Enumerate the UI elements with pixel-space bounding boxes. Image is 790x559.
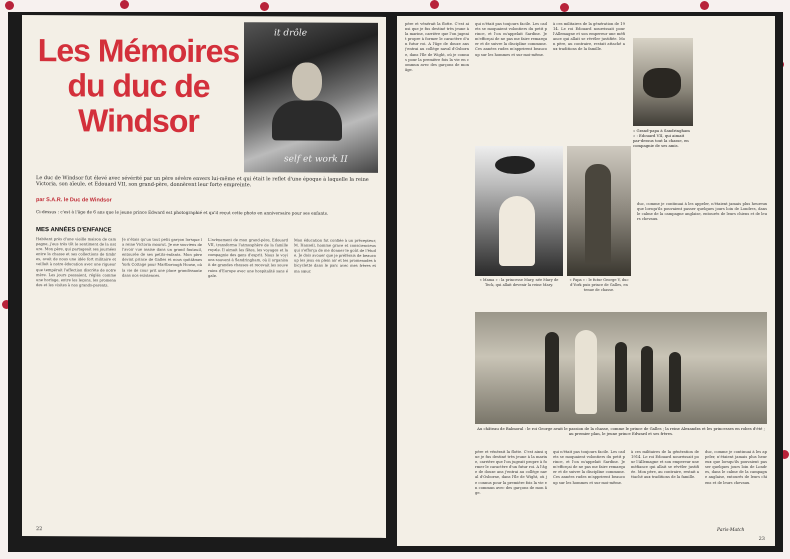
photo-note: Ci-dessus : c'est à l'âge de 6 ans que le jeune prince Edward est photographié et qu'il reçut cette photo en anniversaire pour ses enfants. — [36, 209, 329, 216]
photo-handwriting-top: it drôle — [274, 28, 308, 39]
right-bottom-col-a: père et vénérait la flotte. C'est ainsi que je fus destiné très jeune à la marine, carrière que l'on jugeait propre à former le caractère d'un futur roi. A l'âge de douze ans j'entrai au collège naval d'Osborne, dans l'île de Wight, où je connus pour la première fois la vie en commun avec des garçons de mon âge. — [475, 450, 547, 495]
photo-handwriting-bottom: self et work II — [284, 154, 348, 165]
publication-mark: Paris-Match — [717, 528, 745, 533]
left-column-1: Habitant près d'une vieille maison de campagne, j'eus très tôt le sentiment de la nature. Mon père, qui partageait ses journées entre la chasse et ses collections de timbres, avait de nous une idée fort militaire et veillait à notre éducation avec une rigueur que tempérait l'affection discrète de notre mère. Les jours passaient, réglés comme une horloge, entre les leçons, les promenades et les visites à nos grands-parents. — [36, 237, 116, 288]
balmoral-group-photo — [475, 312, 767, 424]
magazine-spread — [8, 12, 783, 552]
right-column-1: père et vénérait la flotte. C'est ainsi que je fus destiné très jeune à la marine, carrière que l'on jugeait propre à former le caractère d'un futur roi. A l'âge de douze ans j'entrai au collège naval d'Osborne, dans l'île de Wight, où je connus pour la première fois la vie en commun avec des garçons de mon âge. — [405, 22, 469, 72]
mama-photo — [475, 146, 563, 276]
grandpa-sandringham-photo — [633, 38, 693, 126]
boy-suit — [272, 100, 342, 140]
byline: par S.A.R. le Duc de Windsor — [36, 197, 112, 204]
left-column-4: Mon éducation fut confiée à un précepteur, M. Hansell, homme grave et consciencieux qui s'efforça de me donner le goût de l'étude. Je dois avouer que je préférais de beaucoup les jeux en plein air et les promenades à bicyclette dans le parc avec mes frères et ma sœur. — [294, 238, 376, 274]
left-page-number: 22 — [36, 526, 43, 533]
boy-portrait-photo — [244, 22, 378, 173]
right-page — [397, 16, 775, 546]
balmoral-caption: Au château de Balmoral : le roi George avait le passion de la chasse, comme le prince de Galles ; la reine Alexandra et les princesses en robes d'été ; au premier plan, le jeune prince Edward et ses frères. — [477, 426, 765, 436]
right-bottom-col-b: qui n'était pas toujours facile. Les cadets se moquaient volontiers du petit prince, et l'on m'appelait Sardine. Je m'efforçai de ne pas me faire remarquer et de suivre la discipline commune. Ces années rudes m'apprirent beaucoup sur les hommes et sur moi-même. — [553, 450, 625, 485]
figure-4 — [641, 346, 653, 412]
figure-2 — [575, 330, 597, 414]
right-bottom-col-c: à ces militaires de la génération de 1914. Le roi Edouard nourrissait pour l'Allemagne et son empereur une méfiance qui allait se révéler justifiée. Mon père, au contraire, restait attaché aux traditions de la famille. — [631, 450, 699, 480]
mama-dress — [499, 196, 535, 266]
boy-face — [292, 62, 322, 100]
article-title: Les Mémoires du duc de Windsor — [37, 32, 240, 139]
mama-caption: « Mama » : la princesse Mary, née Mary de Teck, qui allait devenir la reine Mary. — [479, 278, 559, 287]
intro-paragraph: Le duc de Windsor fut élevé avec sévérité par un père sévère envers lui-même et qui était le reflet d'une époque à laquelle la reine Victoria, son aïeule, et Edouard VII, son grand-père, donnèrent leur forte empreinte. — [36, 175, 369, 189]
left-page — [22, 15, 386, 538]
papa-photo — [567, 146, 631, 276]
mama-hat — [495, 156, 535, 174]
papa-figure — [585, 164, 611, 264]
right-column-3: à ces militaires de la génération de 1914. Le roi Edouard nourrissait pour l'Allemagne et son empereur une méfiance qui allait se révéler justifiée. Mon père, au contraire, restait attaché aux traditions de la famille. — [553, 22, 625, 52]
figure-1 — [545, 332, 559, 412]
section-heading: MES ANNÉES D'ENFANCE — [36, 227, 112, 234]
right-page-number: 23 — [758, 536, 765, 542]
left-column-2: Je n'étais qu'un tout petit garçon lorsque la reine Victoria mourut. Je me souviens de l'avoir vue assise dans un grand fauteuil, entourée de ses petits-enfants. Mon père devint prince de Galles et nous quittâmes York Cottage pour Marlborough House, où la vie de cour prit une place grandissante dans nos existences. — [122, 237, 202, 278]
figure-5 — [669, 352, 681, 412]
grandpa-caption: « Grand-papa à Sandringham » : Edouard VII, qui aimait par-dessus tout la chasse, en compagnie de ses amis. — [633, 128, 690, 148]
right-bottom-col-d: duc, comme je continuai à les appeler, n'étaient jamais plus heureux que lorsqu'ils pouvaient passer quelques jours loin de Londres, dans le calme de la campagne anglaise, entourés de leurs chiens et de leurs chevaux. — [705, 450, 767, 485]
right-column-2: qui n'était pas toujours facile. Les cadets se moquaient volontiers du petit prince, et l'on m'appelait Sardine. Je m'efforçai de ne pas me faire remarquer et de suivre la discipline commune. Ces années rudes m'apprirent beaucoup sur les hommes et sur moi-même. — [475, 22, 547, 57]
horse-figure — [643, 68, 681, 98]
figure-3 — [615, 342, 627, 412]
left-column-3: L'avènement de mon grand-père, Edouard VII, transforma l'atmosphère de la famille royale. Il aimait les fêtes, les voyages et la compagnie des gens d'esprit. Nous le voyions souvent à Sandringham, où il organisait de grandes chasses et recevait les souverains d'Europe avec une hospitalité sans égale. — [208, 238, 288, 278]
papa-caption: « Papa » : le futur George V, duc d'York puis prince de Galles, en tenue de chasse. — [569, 278, 629, 292]
right-column-4: duc, comme je continuai à les appeler, n'étaient jamais plus heureux que lorsqu'ils pouvaient passer quelques jours loin de Londres, dans le calme de la campagne anglaise, entourés de leurs chiens et de leurs chevaux. — [637, 202, 767, 222]
